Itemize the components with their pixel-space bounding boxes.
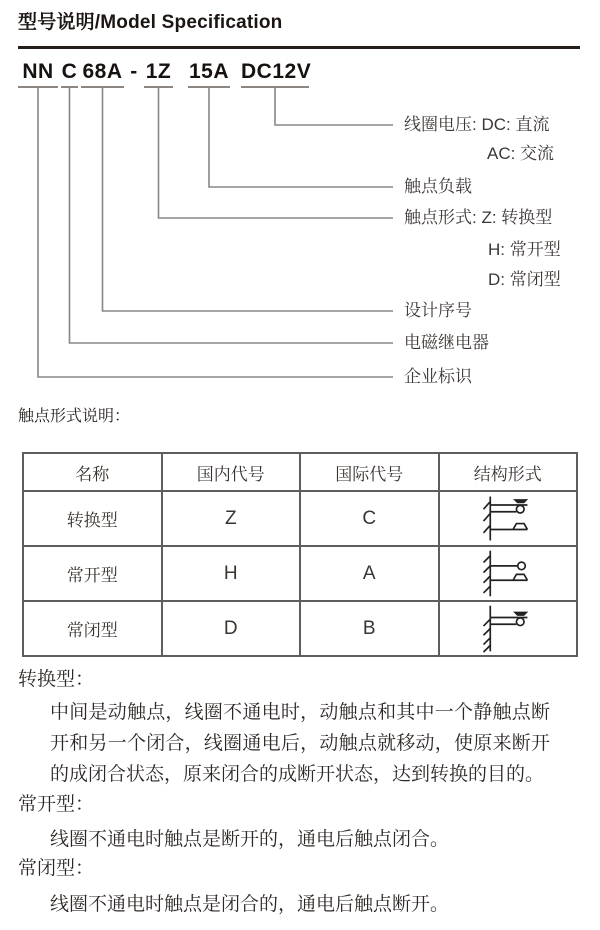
connector-contact-load [209, 88, 393, 187]
cell-domestic-code: Z [162, 491, 301, 546]
description-heading-normally-open: 常开型： [18, 794, 95, 815]
cell-name: 常闭型 [23, 601, 162, 656]
model-segment-hyphen: - [130, 60, 138, 83]
table-row [23, 491, 577, 546]
cell-name: 转换型 [23, 491, 162, 546]
normally-open-contact-symbol [470, 549, 546, 598]
callout-contact-form-h: H: 常开型 [488, 240, 561, 259]
cell-structure [439, 491, 578, 546]
callout-contact-form-d: D: 常闭型 [488, 270, 561, 289]
callout-contact-form-z: 触点形式: Z: 转换型 [404, 208, 553, 227]
page-title: 型号说明/Model Specification [18, 12, 283, 33]
cell-structure [439, 546, 578, 601]
model-segment-contact-load: 15A [188, 60, 230, 88]
cell-domestic-code: D [162, 601, 301, 656]
callout-relay: 电磁继电器 [404, 333, 489, 352]
description-body-normally-closed: 线圈不通电时触点是闭合的，通电后触点断开。 [50, 894, 450, 915]
connector-enterprise [38, 88, 393, 377]
model-segment-relay: C [61, 60, 78, 88]
cell-domestic-code: H [162, 546, 301, 601]
callout-design-serial: 设计序号 [404, 301, 472, 320]
cell-intl-code: C [300, 491, 439, 546]
col-header-domestic-code: 国内代号 [162, 453, 301, 491]
connector-design-serial [103, 88, 394, 311]
callout-coil-voltage-ac: AC: 交流 [487, 144, 555, 163]
table-row [23, 546, 577, 601]
model-segment-enterprise: NN [18, 60, 58, 88]
model-segment-contact-form: 1Z [144, 60, 173, 88]
col-header-name: 名称 [23, 453, 162, 491]
normally-closed-contact-symbol [470, 604, 546, 653]
description-body-normally-open: 线圈不通电时触点是断开的，通电后触点闭合。 [50, 829, 450, 850]
contact-form-section-heading: 触点形式说明： [18, 408, 131, 425]
callout-enterprise: 企业标识 [404, 367, 472, 386]
description-heading-normally-closed: 常闭型： [18, 858, 95, 879]
col-header-intl-code: 国际代号 [300, 453, 439, 491]
description-body-changeover: 中间是动触点，线圈不通电时，动触点和其中一个静触点断开和另一个闭合，线圈通电后，动触点就移动，使原来断开的成闭合状态，原来闭合的成断开状态，达到转换的目的。 [50, 702, 550, 785]
model-segment-coil-voltage: DC12V [241, 60, 309, 88]
description-heading-changeover: 转换型： [18, 669, 95, 690]
connector-coil-voltage [275, 88, 393, 125]
cell-intl-code: A [300, 546, 439, 601]
cell-structure [439, 601, 578, 656]
contact-form-table [22, 452, 578, 657]
model-segment-design: 68A [81, 60, 124, 88]
cell-name: 常开型 [23, 546, 162, 601]
callout-contact-load: 触点负载 [404, 177, 472, 196]
connector-relay [70, 88, 394, 343]
callout-coil-voltage: 线圈电压: DC: 直流 [404, 115, 550, 134]
col-header-structure: 结构形式 [439, 453, 578, 491]
changeover-contact-symbol [470, 494, 546, 543]
table-header-row [23, 453, 577, 491]
cell-intl-code: B [300, 601, 439, 656]
table-row [23, 601, 577, 656]
